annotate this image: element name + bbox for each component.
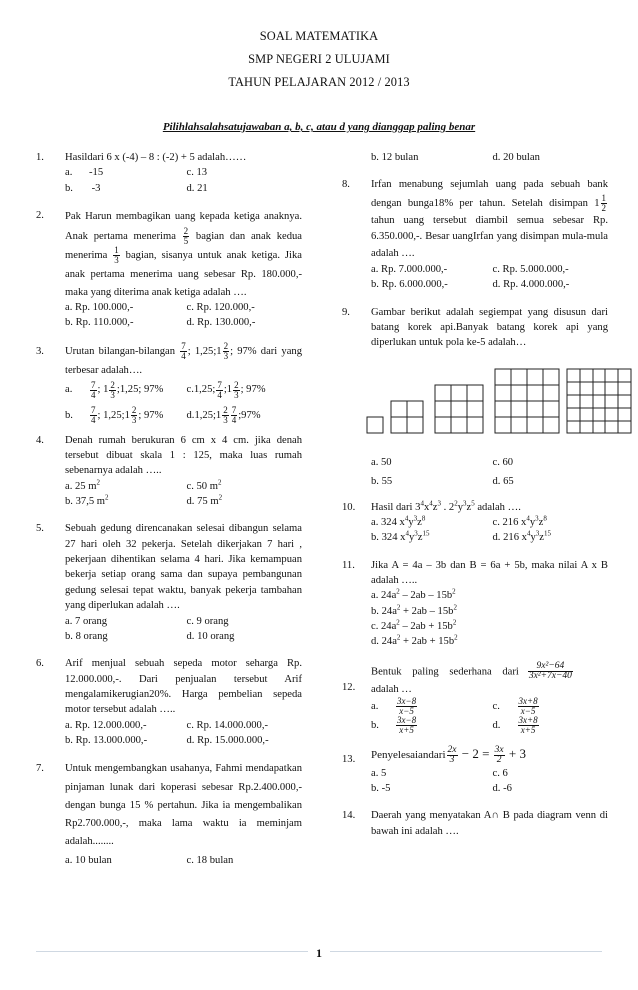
pattern-5 xyxy=(567,369,631,433)
option-a[interactable]: a. -15 xyxy=(65,167,104,179)
question-number: 2. xyxy=(36,210,44,222)
option-a[interactable]: a. Rp. 100.000,- xyxy=(65,301,134,313)
option-d[interactable]: d. 20 bulan xyxy=(492,152,540,163)
question-stem: Gambar berikut adalah segiempat yang disusun dari batang korek api.Banyak batang korek api yang diperlukan untuk pola ke-5 adalah… xyxy=(371,306,608,349)
option-c[interactable]: c. 216 $x^4y^3z^8$ xyxy=(492,514,547,528)
question-number: 6. xyxy=(36,658,44,670)
option-a[interactable]: a. 324 $x^4y^3z^8$ xyxy=(371,514,426,528)
option-c[interactable]: c. 50 $m^2$ xyxy=(186,478,222,492)
question-number: 4. xyxy=(36,434,44,446)
instruction: Pilihlahsalahsatujawaban a, b, c, atau d yang dianggap paling benar xyxy=(162,121,476,133)
question-11 xyxy=(342,558,608,650)
right-column xyxy=(342,150,608,839)
question-stem: Urutan bilangan-bilangan $\frac{7}{4}$ ; 1,25;1 $\frac{2}{3}$ ; 97% dari yang terbesar adalah…. xyxy=(65,341,303,377)
option-b[interactable]: b. 55 xyxy=(371,476,393,488)
question-number: 12. xyxy=(342,681,356,693)
option-b[interactable]: b. $\frac{7}{4}$ ; 1,25;1 $\frac{2}{3}$ ; 97% xyxy=(65,404,164,425)
options xyxy=(65,300,302,331)
question-stem: Bentuk paling sederhana dari $\frac{\text{9x²−64}}{\text{3x²+7x−40}}$ adalah … xyxy=(371,660,572,695)
question-stem: Pak Harun membagikan uang kepada ketiga anaknya. Anak pertama menerima $\frac{2}{5}$ bagian dan anak kedua menerima $\frac{1}{3}$ bagian, sisanya untuk anak ketiga. Jika anak pertama menerima uang sebesar Rp. 180.000,- maka yang diterima anak ketiga adalah …. xyxy=(65,211,302,299)
option-a[interactable]: a. Rp. 12.000.000,- xyxy=(65,719,147,731)
option-a[interactable]: a. 50 xyxy=(371,456,392,468)
option-d[interactable]: d. Rp. 15.000.000,- xyxy=(186,735,269,747)
option-d[interactable]: d. 10 orang xyxy=(186,630,235,642)
option-a[interactable]: a. $24a^2 - 2ab - 15b^2$ xyxy=(371,587,456,602)
option-c[interactable]: c. $\frac{3x+8}{x-5}$ xyxy=(492,696,538,717)
option-d[interactable]: d. 75 $m^2$ xyxy=(186,493,223,508)
question-number: 5. xyxy=(36,523,44,535)
options xyxy=(371,588,608,649)
options xyxy=(371,697,608,735)
matchstick-pattern-figure xyxy=(365,359,608,445)
question-number: 9. xyxy=(342,306,350,318)
option-b[interactable]: b. 324 $x^4y^3z^{15}$ xyxy=(371,529,430,544)
option-b[interactable]: b. -5 xyxy=(371,782,391,794)
option-b[interactable]: b. 12 bulan xyxy=(371,152,419,163)
option-b[interactable]: b. 37,5 $m^2$ xyxy=(65,493,109,508)
question-6 xyxy=(36,656,302,748)
option-a[interactable]: a. 25 $m^2$ xyxy=(65,478,100,492)
options xyxy=(65,479,302,510)
option-c[interactable]: c. 60 xyxy=(492,456,514,468)
question-stem: Penyelesaiandari $\frac{2x}{3}$ − 2 = $\frac{3x}{2}$ + 3 xyxy=(371,744,526,766)
question-8 xyxy=(342,177,608,292)
question-number: 14. xyxy=(342,810,356,822)
option-c[interactable]: c. 6 xyxy=(492,767,508,779)
option-d[interactable]: d. 216 $x^4y^3z^{15}$ xyxy=(492,529,551,544)
question-12 xyxy=(342,662,608,735)
options xyxy=(371,150,608,165)
options xyxy=(65,165,302,196)
option-a[interactable]: a. 7 orang xyxy=(65,615,108,627)
pattern-2 xyxy=(391,401,423,433)
page-number: 1 xyxy=(0,946,638,961)
question-number: 3. xyxy=(36,346,44,358)
option-a[interactable]: a. $\frac{7}{4}$ ; 1 $\frac{2}{3}$ ;1,25; 97% xyxy=(65,379,164,400)
question-3 xyxy=(36,342,302,424)
option-d[interactable]: d. $24a^2 + 2ab + 15b^2$ xyxy=(371,633,458,648)
option-c[interactable]: c. Rp. 5.000.000,- xyxy=(492,263,569,275)
question-number: 11. xyxy=(342,559,355,571)
option-c[interactable]: c. 9 orang xyxy=(186,615,229,627)
option-d[interactable]: d.1,25;1 $\frac{2}{3}$ $\frac{7}{4}$ ;97% xyxy=(186,404,261,425)
option-d[interactable]: d. 65 xyxy=(492,476,514,488)
options xyxy=(371,262,608,293)
exam-title: SOAL MATEMATIKA xyxy=(259,29,379,43)
academic-year: TAHUN PELAJARAN 2012 / 2013 xyxy=(228,75,410,89)
question-stem: Jika A = 4a – 3b dan B = 6a + 5b, maka nilai A x B adalah ….. xyxy=(371,559,608,586)
option-a[interactable]: a. Rp. 7.000.000,- xyxy=(371,263,448,275)
left-column xyxy=(36,150,302,870)
question-number: 7. xyxy=(36,763,44,775)
option-c[interactable]: c. $24a^2 - 2ab + 15b^2$ xyxy=(371,618,457,633)
option-c[interactable]: c. Rp. 14.000.000,- xyxy=(186,719,269,731)
question-stem: Irfan menabung sejumlah uang pada sebuah bank dengan bunga18% per tahun. Setelah disimpan 1 $\frac{1}{2}$ tahun uang tersebut diambil semua sebesar Rp. 6.350.000,-. Besar uangIrfan yang disimpan mula-mula adalah …. xyxy=(371,179,608,259)
option-d[interactable]: d. Rp. 4.000.000,- xyxy=(492,279,570,291)
question-10 xyxy=(342,500,608,546)
option-b[interactable]: b. Rp. 13.000.000,- xyxy=(65,735,148,747)
question-stem: Hasildari 6 x (-4) – 8 : (-2) + 5 adalah…… xyxy=(65,152,247,163)
option-b[interactable]: b. $\frac{3x-8}{x+5}$ xyxy=(371,715,417,736)
option-d[interactable]: d. Rp. 130.000,- xyxy=(186,316,256,328)
question-stem: Daerah yang menyatakan A∩ B pada diagram venn di bawah ini adalah …. xyxy=(371,810,608,837)
question-7 xyxy=(36,760,302,869)
question-stem: Denah rumah berukuran 6 cm x 4 cm. jika denah tersebut dibuat skala 1 : 125, maka luas rumah sebenarnya adalah ….. xyxy=(65,434,302,477)
question-number: 8. xyxy=(342,179,350,191)
pattern-1 xyxy=(367,417,383,433)
option-d[interactable]: d. -6 xyxy=(492,782,512,794)
question-number: 1. xyxy=(36,152,44,163)
option-c[interactable]: c.1,25; $\frac{7}{4}$ ;1 $\frac{2}{3}$ ; 97% xyxy=(186,379,266,400)
option-a[interactable]: a. $\frac{3x-8}{x-5}$ xyxy=(371,696,417,717)
school-name: SMP NEGERI 2 ULUJAMI xyxy=(248,52,390,66)
question-stem: Untuk mengembangkan usahanya, Fahmi mendapatkan pinjaman lunak dari koperasi sebesar Rp.2.400.000,- dengan bunga 15 % pertahun. Jika ia mengembalikan Rp2.700.000,-, maka lama waktu ia meminjam adalah........ xyxy=(65,763,302,848)
question-stem: Arif menjual sebuah sepeda motor seharga Rp. 12.000.000,-. Dari penjualan tersebut Arif mengalamikerugian20%. Harga pembelian sepeda motor tersebut adalah ….. xyxy=(65,658,302,716)
pattern-3 xyxy=(435,385,483,433)
question-number: 13. xyxy=(342,754,356,766)
option-d[interactable]: d. $\frac{3x+8}{x+5}$ xyxy=(492,715,538,736)
options xyxy=(65,614,302,645)
question-14 xyxy=(342,808,608,839)
matchstick-squares-diagram xyxy=(365,359,635,445)
question-13 xyxy=(342,745,608,796)
option-a[interactable]: a. 10 bulan xyxy=(65,854,112,866)
options xyxy=(65,852,302,870)
option-c[interactable]: c. Rp. 120.000,- xyxy=(186,301,255,313)
option-b[interactable]: b. Rp. 6.000.000,- xyxy=(371,279,448,291)
option-b[interactable]: b. $24a^2 + 2ab - 15b^2$ xyxy=(371,603,457,617)
question-stem: Sebuah gedung direncanakan selesai dibangun selama 27 hari oleh 32 pekerja. Setelah dikerjakan 7 hari , pekerjaan dihentikan selama 4 hari. Jika kemampuan bekerja setiap orang sama dan supaya pembangunan gedung selesai tepat waktu, banyak pekerja tambahan yang diperlukan adalah …. xyxy=(65,523,302,612)
option-a[interactable]: a. 5 xyxy=(371,767,387,779)
option-b[interactable]: b. -3 xyxy=(65,182,101,194)
question-4 xyxy=(36,433,302,510)
question-9 xyxy=(342,305,608,490)
question-number: 10. xyxy=(342,501,356,513)
question-7-continued xyxy=(342,150,608,165)
question-1 xyxy=(36,150,302,196)
pattern-4 xyxy=(495,369,559,433)
option-b[interactable]: b. Rp. 110.000,- xyxy=(65,316,134,328)
options xyxy=(65,380,302,424)
options xyxy=(371,515,608,546)
option-c[interactable]: c. 13 xyxy=(186,167,208,179)
options xyxy=(371,766,608,797)
options xyxy=(65,718,302,749)
option-c[interactable]: c. 18 bulan xyxy=(186,854,234,866)
question-5 xyxy=(36,521,302,644)
question-stem: Hasil dari $3^4x^4z^3$ . $2^2y^3z^5$ adalah …. xyxy=(371,498,521,513)
option-b[interactable]: b. 8 orang xyxy=(65,630,108,642)
option-d[interactable]: d. 21 xyxy=(186,182,208,194)
question-2 xyxy=(36,208,302,330)
options xyxy=(371,455,608,490)
